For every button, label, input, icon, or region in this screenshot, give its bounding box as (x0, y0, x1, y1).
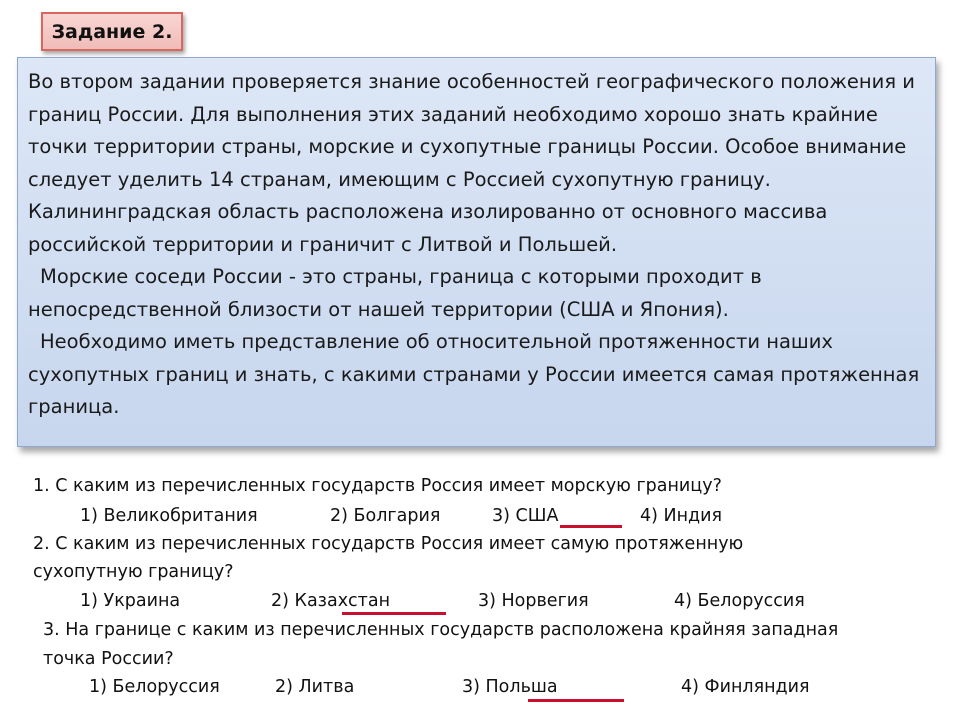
question-3-option-3: 3) Польша (462, 677, 558, 697)
question-1-option-2: 2) Болгария (330, 506, 441, 526)
question-1-option-3: 3) США (492, 506, 559, 526)
info-paragraph-1: Во втором задании проверяется знание особенностей географического положения и границ России. Для выполнения этих заданий необходимо хорошо знать крайние точки территории страны, морские и сухопутные границы России. Особое внимание следует уделить 14 странам, имеющим с Россией сухопутную границу. Калининградская область расположена изолированно от основного массива российской территории и граничит с Литвой и Польшей. (28, 70, 915, 256)
answer-underline-1 (560, 525, 622, 528)
answer-underline-3 (528, 699, 624, 702)
question-3-option-2: 2) Литва (275, 677, 355, 697)
question-2-option-2: 2) Казахстан (271, 591, 391, 611)
question-3-option-1: 1) Белоруссия (89, 677, 220, 697)
question-3-text-line-1: 3. На границе с каким из перечисленных государств расположена крайняя западная (43, 620, 839, 640)
question-2-text-line-1: 2. С каким из перечисленных государств Россия имеет самую протяженную (33, 534, 744, 554)
answer-underline-2 (342, 612, 446, 615)
question-2-text-line-2: сухопутную границу? (33, 562, 234, 582)
info-paragraph-2: Морские соседи России - это страны, граница с которыми проходит в непосредственной близости от нашей территории (США и Япония). (28, 265, 762, 321)
question-2-option-1: 1) Украина (80, 591, 181, 611)
question-2-option-4: 4) Белоруссия (674, 591, 805, 611)
info-paragraph-3: Необходимо иметь представление об относительной протяженности наших сухопутных границ и знать, с какими странами у России имеется самая протяженная граница. (28, 330, 920, 418)
question-3-text-line-2: точка России? (43, 649, 174, 669)
question-3-option-4: 4) Финляндия (681, 677, 810, 697)
info-panel (17, 57, 936, 447)
question-1-option-4: 4) Индия (640, 506, 723, 526)
question-2-option-3: 3) Норвегия (478, 591, 589, 611)
task-title: Задание 2. (41, 12, 183, 51)
question-1-text: 1. С каким из перечисленных государств Россия имеет морскую границу? (33, 476, 722, 496)
questions-section (0, 472, 960, 712)
question-1-option-1: 1) Великобритания (80, 506, 258, 526)
